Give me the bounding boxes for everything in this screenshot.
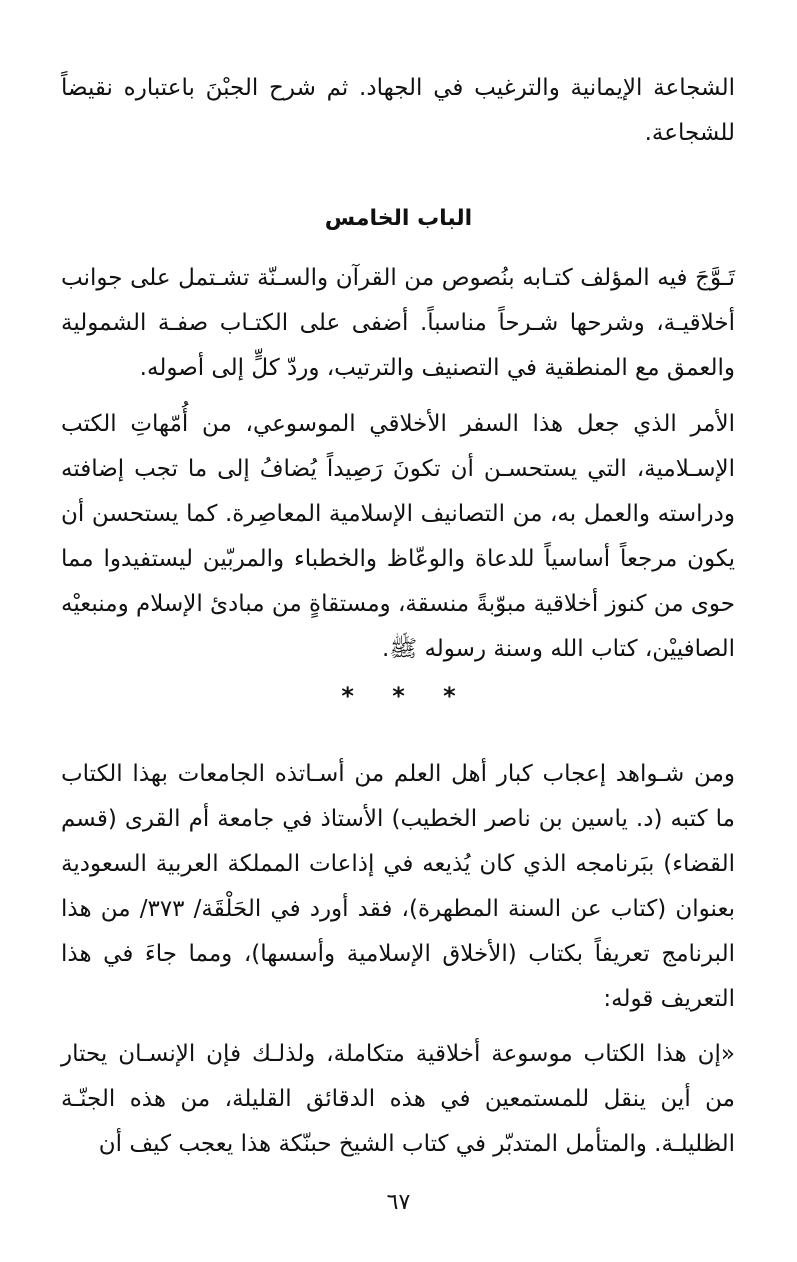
paragraph-book-status: الأمر الذي جعل هذا السفر الأخلاقي الموسوعي، من أُمّهاتِ الكتب الإسـلامية، التي يستحسـن أن تكونَ رَصِيداً يُضافُ إلى ما تجب إضافته ودراسته والعمل به، من التصانيف الإسلامية المعاصِرة. كما يستحسن أن يكون مرجعاً أساسياً للدعاة والوعّاظ والخطباء والمربّين ليستفيدوا مما حوى من كنوز أخلاقية مبوّبةً منسقة، ومستقاةٍ من مبادئ الإسلام ومنبعيْه الصافييْن، كتاب الله وسنة رسوله ﷺ. <box>61 411 735 662</box>
paragraph-testimony: ومن شـواهد إعجاب كبار أهل العلم من أسـاتذه الجامعات بهذا الكتاب ما كتبه (د. ياسين بن ناصر الخطيب) الأستاذ في جامعة أم القرى (قسم القضاء) ببَرنامجه الذي كان يُذيعه في إذاعات المملكة العربية السعودية بعنوان (كتاب عن السنة المطهرة)، فقد أورد في الحَلْقَة/ ٣٧٣/ من هذا البرنامج تعريفاً بكتاب (الأخلاق الإسلامية وأسسها)، ومما جاءَ في هذا التعريف قوله: <box>61 761 735 1012</box>
paragraph-chapter-five: تَـوَّجَ فيه المؤلف كتـابه بنُصوص من القرآن والسـنّة تشـتمل على جوانب أخلاقيـة، وشرحها شـرحاً مناسباً. أضفى على الكتـاب صفـة الشمولية والعمق مع المنطقية في التصنيف والترتيب، وردّ كلٍّ إلى أصوله. <box>61 265 735 381</box>
paragraph-intro-end: الشجاعة الإيمانية والترغيب في الجهاد. ثم شرح الجبْنَ باعتباره نقيضاً للشجاعة. <box>61 75 735 146</box>
paragraph-quote: «إن هذا الكتاب موسوعة أخلاقية متكاملة، ولذلـك فإن الإنسـان يحتار من أين ينقل للمستمعين في هذه الدقائق القليلة، من هذه الجنّـة الظليلـة. والمتأمل المتدبّر في كتاب الشيخ حبنّكة هذا يعجب كيف أن <box>61 1041 735 1157</box>
section-separator: * * * <box>341 682 456 710</box>
page-number: ٦٧ <box>386 1190 411 1215</box>
chapter-heading: الباب الخامس <box>324 206 473 231</box>
